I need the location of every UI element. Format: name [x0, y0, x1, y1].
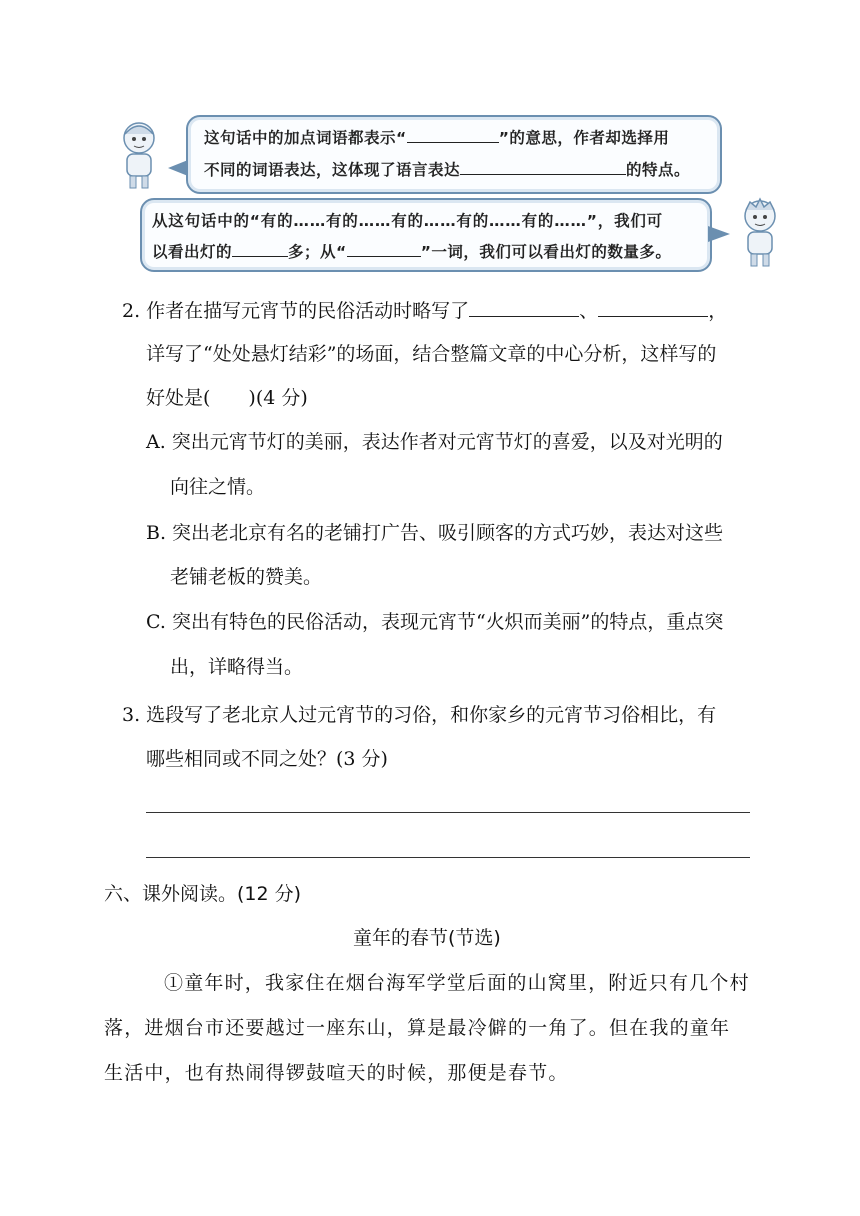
q3-line2: 哪些相同或不同之处？(3 分): [146, 748, 388, 770]
bubble2-text-c: ”一词，我们可以看出灯的数量多。: [420, 243, 672, 261]
passage-title: [353, 926, 501, 950]
option-c-line2: 出，详略得当。: [170, 656, 304, 678]
option-a-line1[interactable]: A. 突出元宵节灯的美丽，表达作者对元宵节灯的喜爱，以及对光明的: [146, 431, 723, 453]
passage-p1-line1: ①童年时，我家住在烟台海军学堂后面的山窝里，附近只有几个村: [164, 972, 750, 994]
q2-end: ，: [708, 300, 728, 322]
option-a-line2: 向往之情。: [170, 476, 266, 498]
passage-title-suffix: (节选): [448, 927, 501, 949]
blank-field[interactable]: [232, 242, 288, 257]
q2-line2: 详写了“处处悬灯结彩”的场面，结合整篇文章的中心分析，这样写的: [146, 343, 717, 365]
blank-field[interactable]: [598, 298, 708, 317]
q2-sep: 、: [579, 300, 599, 322]
q2-line3: 好处是( )(4 分): [146, 387, 308, 409]
bubble2-text-b: 多；从“: [288, 243, 347, 261]
passage-p1-line3: 生活中，也有热闹得锣鼓喧天的时候，那便是春节。: [104, 1062, 569, 1084]
bubble2-line1: 从这句话中的“有的……有的……有的……有的……有的……”，我们可: [152, 212, 663, 230]
passage-p1-line2: 落，进烟台市还要越过一座东山，算是最冷僻的一角了。但在我的童年: [104, 1017, 731, 1039]
blank-field[interactable]: [460, 160, 626, 175]
cartoon-boy-icon: [738, 196, 782, 268]
cartoon-girl-icon: [118, 118, 160, 190]
bubble1-text-c: 不同的词语表达，这体现了语言表达: [204, 161, 461, 179]
q2-line1: [122, 298, 727, 323]
option-b-line1[interactable]: B. 突出老北京有名的老铺打广告、吸引顾客的方式巧妙，表达对这些: [146, 522, 724, 544]
bubble1-text-d: 的特点。: [626, 161, 691, 179]
q2-text-a: 2. 作者在描写元宵节的民俗活动时略写了: [122, 300, 470, 322]
bubble2-text-a: 以看出灯的: [152, 243, 233, 261]
passage-title-main: 童年的春节: [353, 927, 449, 949]
q3-line1: 3. 选段写了老北京人过元宵节的习俗，和你家乡的元宵节习俗相比，有: [122, 704, 717, 726]
answer-line-1[interactable]: [146, 812, 750, 813]
answer-line-2[interactable]: [146, 857, 750, 858]
bubble2-line2: [152, 240, 671, 262]
bubble-tail-1: [168, 160, 188, 176]
bubble1-line2: [204, 158, 690, 180]
option-c-line1[interactable]: C. 突出有特色的民俗活动，表现元宵节“火炽而美丽”的特点，重点突: [146, 611, 724, 633]
bubble1-text-b: ”的意思，作者却选择用: [498, 129, 670, 147]
blank-field[interactable]: [407, 128, 499, 143]
bubble1-line1: [204, 126, 669, 148]
blank-field[interactable]: [469, 298, 579, 317]
bubble1-text-a: 这句话中的加点词语都表示“: [204, 129, 407, 147]
blank-field[interactable]: [347, 242, 421, 257]
bubble-tail-2: [708, 226, 730, 242]
section-title: 六、课外阅读。(12 分): [104, 883, 302, 905]
option-b-line2: 老铺老板的赞美。: [170, 566, 323, 588]
